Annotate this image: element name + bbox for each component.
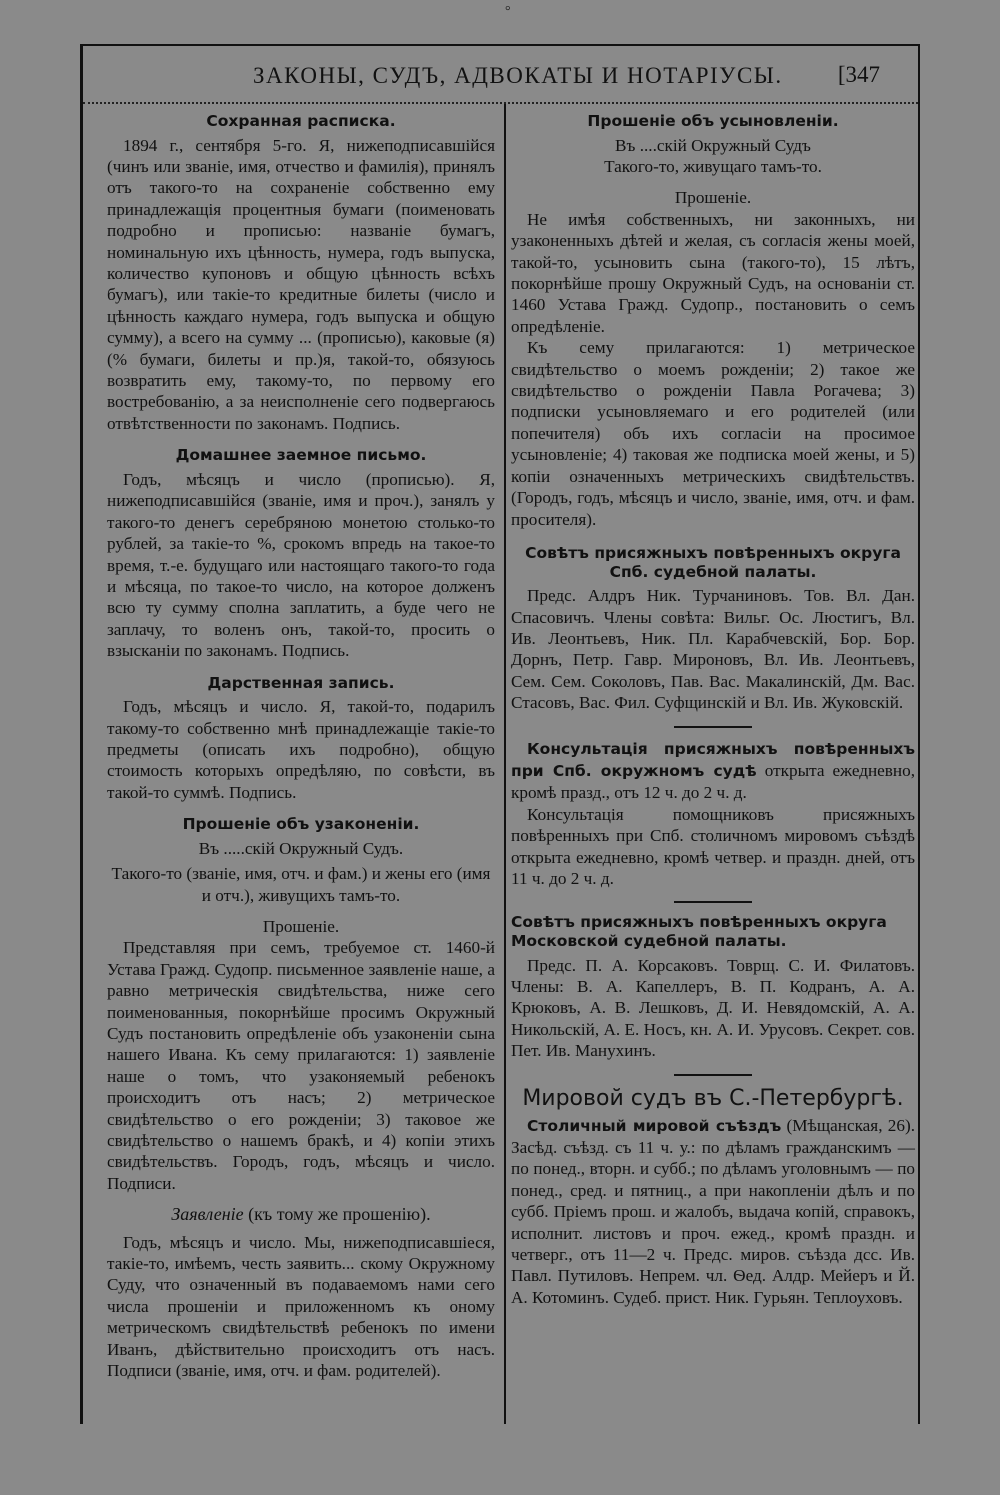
- adoption-addressee: Въ ....скій Окружный Судъ: [615, 135, 811, 155]
- section-title-consultation: Консультація присяжныхъ повѣренныхъ при Спб. окружномъ судѣ: [511, 739, 915, 780]
- section-title-moscow-council: Совѣтъ присяжныхъ повѣренныхъ округа Московской судебной палаты.: [511, 913, 887, 950]
- petition-subtitle: Прошеніе.: [262, 916, 340, 936]
- page-frame: [80, 44, 920, 1424]
- section-title-legitimation-petition: Прошеніе объ узаконеніи.: [182, 815, 420, 834]
- petition-addressee: Въ .....скій Окружный Судъ.: [198, 838, 404, 858]
- section-text-moscow-council: Предс. П. А. Корсаковъ. Товрщ. С. И. Филатовъ. Члены: В. А. Капеллеръ, В. П. Кодранъ, А. А. Крюковъ, А. В. Лешковъ, Д. И. Невядомскій, А. А. Никольскій, А. Е. Носъ, кн. А. И. Урусовъ. Секрет. сов. Пет. Ив. Манухинъ.: [511, 955, 915, 1061]
- left-column: [107, 106, 495, 1382]
- separator-rule: [674, 1074, 752, 1076]
- section-text-legitimation-petition: Представляя при семъ, требуемое ст. 1460-й Устава Гражд. Судопр. письменное заявленіе наше, а равно метрическія свидѣтельства, ниже сего поименованныя, покорнѣйше просимъ Окружный Судъ постановить опредѣленіе объ узаконеніи сына нашего Ивана. Къ сему прилагаются: 1) заявленіе наше о томъ, что узаконяемый ребенокъ происходитъ отъ насъ; 2) метрическое свидѣтельство о его рожденіи; 3) таковое же свидѣтельство о нашемъ бракѣ, и 4) копіи этихъ свидѣтельствъ. Городъ, годъ, мѣсяцъ и число. Подписи.: [107, 938, 495, 1193]
- column-divider: [504, 104, 506, 1424]
- running-header: [83, 46, 918, 104]
- section-title-safekeeping-receipt: Сохранная расписка.: [206, 112, 396, 130]
- section-title-home-loan-letter: Домашнее заемное письмо.: [175, 446, 427, 465]
- declaration-title-italic: Заявленіе: [171, 1204, 244, 1225]
- adoption-petitioner: Такого-то, живущаго тамъ-то.: [604, 157, 822, 176]
- right-column: [511, 106, 915, 1308]
- separator-rule: [674, 726, 752, 728]
- page-number: [347: [837, 62, 880, 87]
- section-title-adoption-petition: Прошеніе объ усыновленіи.: [587, 112, 839, 130]
- section-text-declaration: Годъ, мѣсяцъ и число. Мы, нижеподписавшіеся, такіе-то, имѣемъ, честь заявить... скому Окружному Суду, что означенный въ подаваемомъ нами сего числа прошеніи и приложенномъ къ оному метрическомъ свидѣтельствѣ ребенокъ по имени Иванъ, дѣйствительно происходитъ отъ насъ. Подписи (званіе, имя, отч. и фам. родителей).: [107, 1232, 495, 1381]
- section-text-spb-council: Предс. Алдръ Ник. Турчаниновъ. Тов. Вл. Дан. Спасовичъ. Члены совѣта: Вильг. Ос. Люстигъ, Вл. Ив. Леонтьевъ, Ник. Пл. Карабчевскій, Бор. Бор. Дорнъ, Петр. Гавр. Мироновъ, Вл. Ив. Леонтьевъ, Сем. Сем. Соколовъ, Пав. Вас. Макалинскій, Дм. Вас. Стасовъ, Вас. Фил. Суфщинскій и Вл. Ив. Жуковскій.: [511, 586, 915, 713]
- section-text-assistants-consultation: Консультація помощниковъ присяжныхъ повѣренныхъ при Спб. столичномъ мировомъ съѣздѣ открыта ежедневно, кромѣ четвер. и праздн. дней, отъ 11 ч. до 2 ч. д.: [511, 804, 915, 888]
- section-title-declaration: [107, 1204, 495, 1225]
- declaration-title-rest: (къ тому же прошенію).: [243, 1204, 431, 1225]
- adoption-subtitle: Прошеніе.: [674, 188, 752, 208]
- peace-court-details: (Мѣщанская, 26). Засѣд. съѣзд. съ 11 ч. у.: по дѣламъ гражданскимъ — по понед., вторн. и субб.; по дѣламъ уголовнымъ — по понед., сред. и пятниц., а при накопленіи дѣлъ и по субб. Пріемъ прош. и жалобъ, выдача копій, справокъ, исполнит. листовъ и проч. ежед., кромѣ праздн. и четверг., отъ 11—2 ч. Предс. миров. съѣзда дсс. Ив. Павл. Путиловъ. Непрем. чл. Ѳед. Алдр. Мейеръ и Й. А. Котоминъ. Судеб. прист. Ник. Гурьян. Теплоуховъ.: [511, 1115, 915, 1307]
- section-text-consultation: [511, 738, 915, 804]
- section-title-peace-court: Мировой судъ въ С.-Петербургѣ.: [522, 1085, 904, 1111]
- peace-court-lead: Столичный мировой съѣздъ: [527, 1116, 782, 1135]
- page-mark: °: [505, 4, 511, 19]
- petition-petitioners: Такого-то (званіе, имя, отч. и фам.) и жены его (имя и отч.), живущихъ тамъ-то.: [111, 864, 491, 905]
- consultation-hours: открыта ежедневно, кромѣ празд., отъ 12 ч. до 2 ч. д.: [511, 760, 915, 803]
- section-title-deed-of-gift: Дарственная запись.: [207, 673, 395, 692]
- adoption-paragraph-1: Не имѣя собственныхъ, ни законныхъ, ни узаконенныхъ дѣтей и желая, съ согласія жены моей, такой-то, усыновить сына (такого-то), 15 лѣтъ, покорнѣйше прошу Окружный Судъ, на основаніи ст. 1460 Устава Гражд. Судопр., постановить о семъ опредѣленіе.: [511, 209, 915, 336]
- separator-rule: [674, 901, 752, 903]
- section-text-home-loan-letter: Годъ, мѣсяцъ и число (прописью). Я, нижеподписавшійся (званіе, имя и проч.), занялъ у такого-то денегъ серебряною монетою столько-то рублей, за такіе-то %, срокомъ впредь на такое-то время, т.-е. будущаго или настоящаго такого-то года и мѣсяца, по такое-то число, на которое долженъ всю ту сумму сполна заплатить, а буде чего не заплачу, то воленъ онъ, такой-то, просить о взысканіи по законамъ. Подпись.: [107, 469, 495, 661]
- adoption-paragraph-2: Къ сему прилагаются: 1) метрическое свидѣтельство о моемъ рожденіи; 2) такое же свидѣтельство о рожденіи Павла Рогачева; 3) подписки усыновляемаго и его родителей (или попечителя) объ ихъ согласіи на просимое усыновленіе; 4) таковая же подписка моей жены, и 5) копіи означенныхъ метрическихъ свидѣтельствъ. (Городъ, годъ, мѣсяцъ и число, званіе, имя, отч. и фам. просителя).: [511, 338, 915, 529]
- section-text-safekeeping-receipt: 1894 г., сентября 5-го. Я, нижеподписавшійся (чинъ или званіе, имя, отчество и фамилія), принялъ отъ такого-то на сохраненіе собственно ему принадлежащія процентныя бумаги (поименовать подробно и прописью: названіе бумагъ, номинальную ихъ цѣнность, нумера, годъ выпуска, количество купоновъ и общую цѣнность всѣхъ бумагъ), или такіе-то кредитные билеты (число и цѣнность каждаго нумера, годъ выпуска и общую сумму), а всего на сумму ... (прописью), каковые (я) (% бумаги, билеты и пр.)я, такой-то, обязуюсь возвратить ему, такому-то, по первому его востребованію, а за неисполненіе сего подвергаюсь отвѣтственности по законамъ. Подпись.: [107, 135, 495, 433]
- section-text-peace-court: [511, 1115, 915, 1309]
- header-title: ЗАКОНЫ, СУДЪ, АДВОКАТЫ И НОТАРІУСЫ.: [253, 63, 783, 88]
- section-title-spb-council: Совѣтъ присяжныхъ повѣренныхъ округа Спб. судебной палаты.: [525, 543, 901, 581]
- section-text-deed-of-gift: Годъ, мѣсяцъ и число. Я, такой-то, подарилъ такому-то собственно мнѣ принадлежащіе такіе-то предметы (описать ихъ подробно), общую стоимость которыхъ опредѣляю, по совѣсти, въ такой-то суммѣ. Подпись.: [107, 697, 495, 802]
